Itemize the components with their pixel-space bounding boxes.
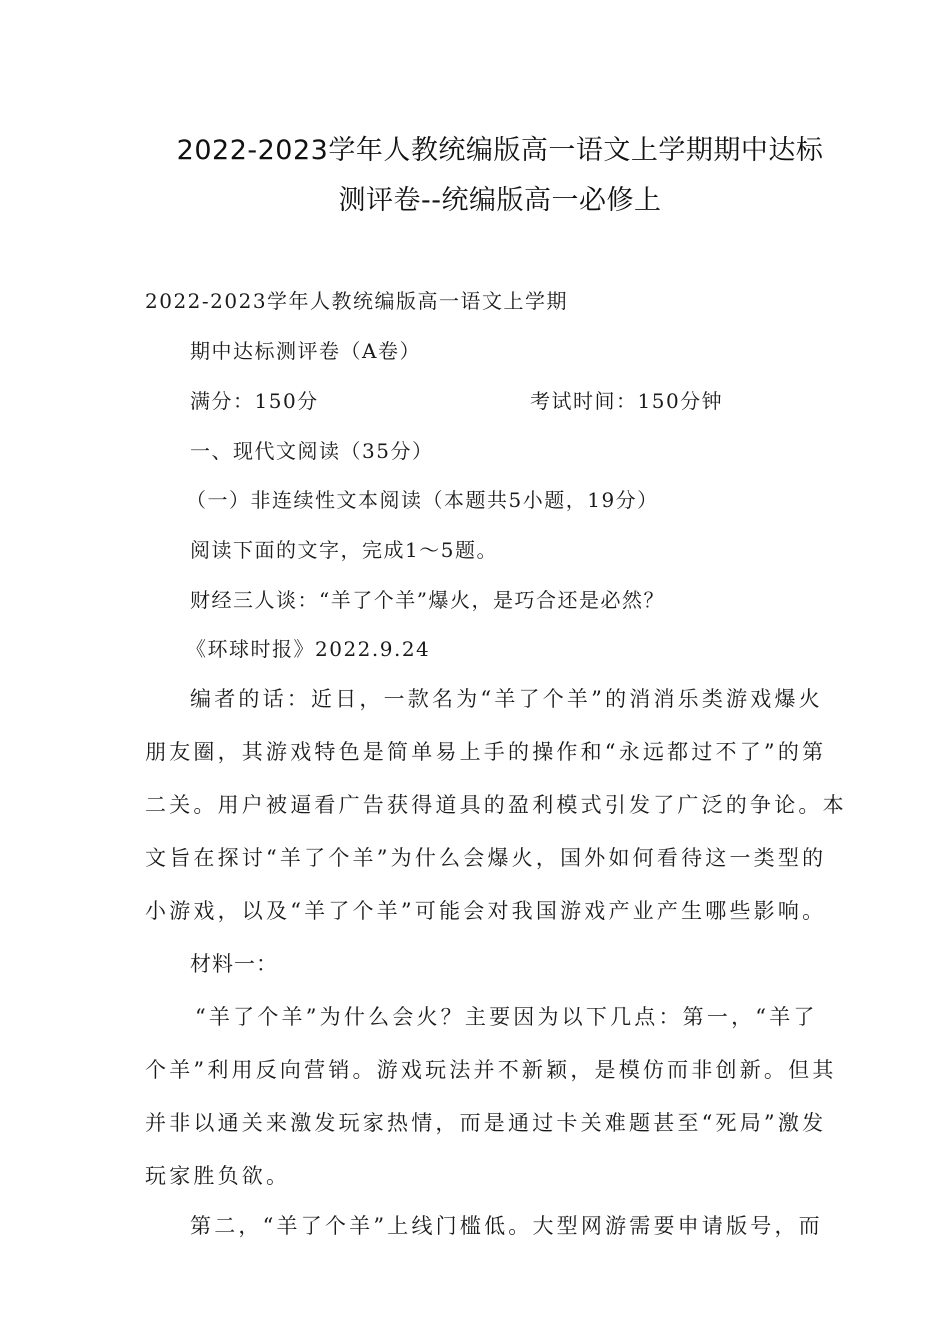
document-title-line-2: 测评卷--统编版高一必修上 — [338, 185, 662, 216]
material-line: 并非以通关来激发玩家热情，而是通过卡关难题甚至“死局”激发 — [145, 1111, 827, 1135]
exam-subtitle: 2022-2023学年人教统编版高一语文上学期 — [145, 289, 569, 313]
editor-note-line: 朋友圈，其游戏特色是简单易上手的操作和“永远都过不了”的第 — [145, 740, 827, 764]
exam-name: 期中达标测评卷（A卷） — [190, 339, 421, 363]
full-score: 满分：150分 — [190, 389, 319, 413]
subsection-heading: （一）非连续性文本阅读（本题共5小题，19分） — [186, 488, 659, 512]
material-line: “羊了个羊”为什么会火？主要因为以下几点：第一，“羊了 — [195, 1005, 818, 1029]
material-label: 材料一： — [190, 952, 278, 976]
editor-note-line: 小游戏，以及“羊了个羊”可能会对我国游戏产业产生哪些影响。 — [145, 899, 827, 923]
editor-note-line: 二关。用户被逼看广告获得道具的盈利模式引发了广泛的争论。本 — [145, 793, 847, 817]
document-title-line-1: 2022-2023学年人教统编版高一语文上学期期中达标 — [176, 135, 824, 166]
reading-instruction: 阅读下面的文字，完成1～5题。 — [190, 538, 498, 562]
material-line: 玩家胜负欲。 — [145, 1164, 291, 1188]
section-heading: 一、现代文阅读（35分） — [190, 439, 434, 463]
exam-time: 考试时间：150分钟 — [530, 389, 724, 413]
article-source: 《环球时报》2022.9.24 — [186, 637, 431, 661]
editor-note-line: 编者的话：近日，一款名为“羊了个羊”的消消乐类游戏爆火 — [190, 687, 823, 711]
article-title: 财经三人谈：“羊了个羊”爆火，是巧合还是必然？ — [190, 588, 665, 612]
paragraph-line: 第二，“羊了个羊”上线门槛低。大型网游需要申请版号，而 — [190, 1214, 823, 1238]
editor-note-line: 文旨在探讨“羊了个羊”为什么会爆火，国外如何看待这一类型的 — [145, 846, 827, 870]
material-line: 个羊”利用反向营销。游戏玩法并不新颖，是模仿而非创新。但其 — [145, 1058, 837, 1082]
